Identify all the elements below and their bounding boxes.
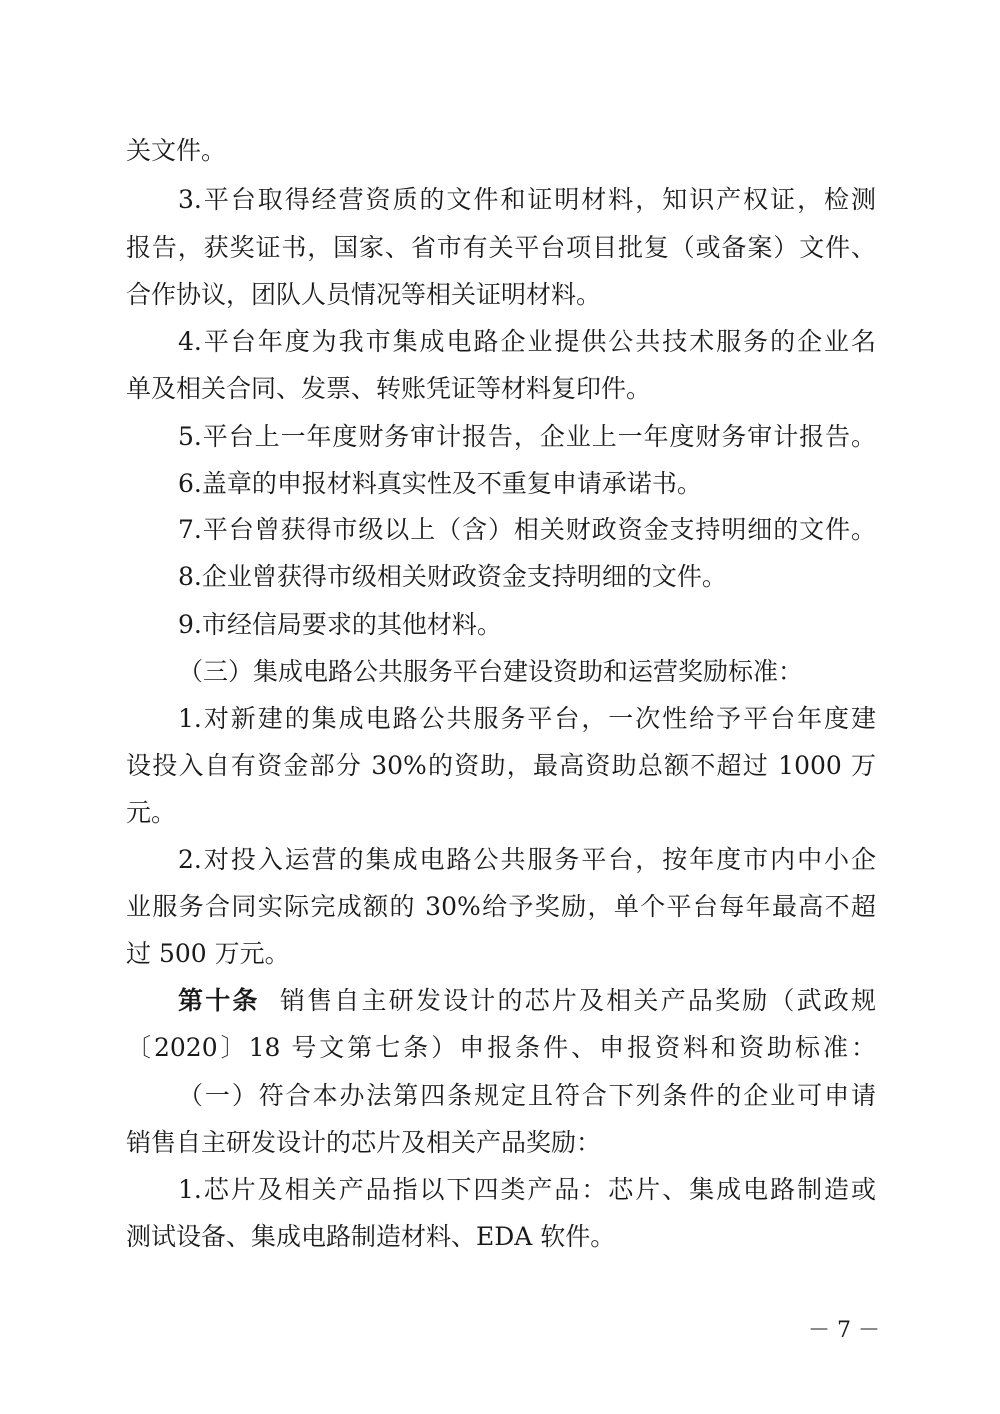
text-line-23: 1.芯片及相关产品指以下四类产品：芯片、集成电路制造或 xyxy=(178,1175,876,1204)
text-line-21: （一）符合本办法第四条规定且符合下列条件的企业可申请 xyxy=(178,1081,876,1110)
text-line-16: 2.对投入运营的集成电路公共服务平台，按年度市内中小企 xyxy=(178,845,876,874)
text-line-5: 4.平台年度为我市集成电路企业提供公共技术服务的企业名 xyxy=(178,327,876,356)
article-heading: 第十条 xyxy=(178,986,260,1015)
text-line-1: 关文件。 xyxy=(126,136,227,165)
article-heading-spacer xyxy=(260,986,280,1015)
text-line-15: 元。 xyxy=(126,798,177,827)
page-number: － 7 － xyxy=(808,1318,880,1343)
text-line-3: 报告，获奖证书，国家、省市有关平台项目批复（或备案）文件、 xyxy=(126,233,876,262)
article-line xyxy=(178,981,876,1021)
text-line-22: 销售自主研发设计的芯片及相关产品奖励： xyxy=(126,1128,602,1157)
text-line-6: 单及相关合同、发票、转账凭证等材料复印件。 xyxy=(126,374,652,403)
text-line-7: 5.平台上一年度财务审计报告，企业上一年度财务审计报告。 xyxy=(178,422,876,451)
text-line-2: 3.平台取得经营资质的文件和证明材料，知识产权证，检测 xyxy=(178,185,876,214)
text-line-24: 测试设备、集成电路制造材料、EDA 软件。 xyxy=(126,1222,616,1251)
text-line-10: 8.企业曾获得市级相关财政资金支持明细的文件。 xyxy=(178,562,727,591)
text-line-8: 6.盖章的申报材料真实性及不重复申请承诺书。 xyxy=(178,469,702,498)
text-line-11: 9.市经信局要求的其他材料。 xyxy=(178,610,502,639)
text-line-20: 〔2020〕18 号文第七条）申报条件、申报资料和资助标准： xyxy=(126,1033,876,1062)
text-line-19: 销售自主研发设计的芯片及相关产品奖励（武政规 xyxy=(279,986,876,1015)
text-line-9: 7.平台曾获得市级以上（含）相关财政资金支持明细的文件。 xyxy=(178,515,876,544)
text-line-14: 设投入自有资金部分 30%的资助，最高资助总额不超过 1000 万 xyxy=(126,751,876,780)
text-line-18: 过 500 万元。 xyxy=(126,939,290,968)
text-line-4: 合作协议，团队人员情况等相关证明材料。 xyxy=(126,280,602,309)
text-line-13: 1.对新建的集成电路公共服务平台，一次性给予平台年度建 xyxy=(178,704,876,733)
text-line-12: （三）集成电路公共服务平台建设资助和运营奖励标准： xyxy=(178,657,804,686)
text-line-17: 业服务合同实际完成额的 30%给予奖励，单个平台每年最高不超 xyxy=(126,892,876,921)
